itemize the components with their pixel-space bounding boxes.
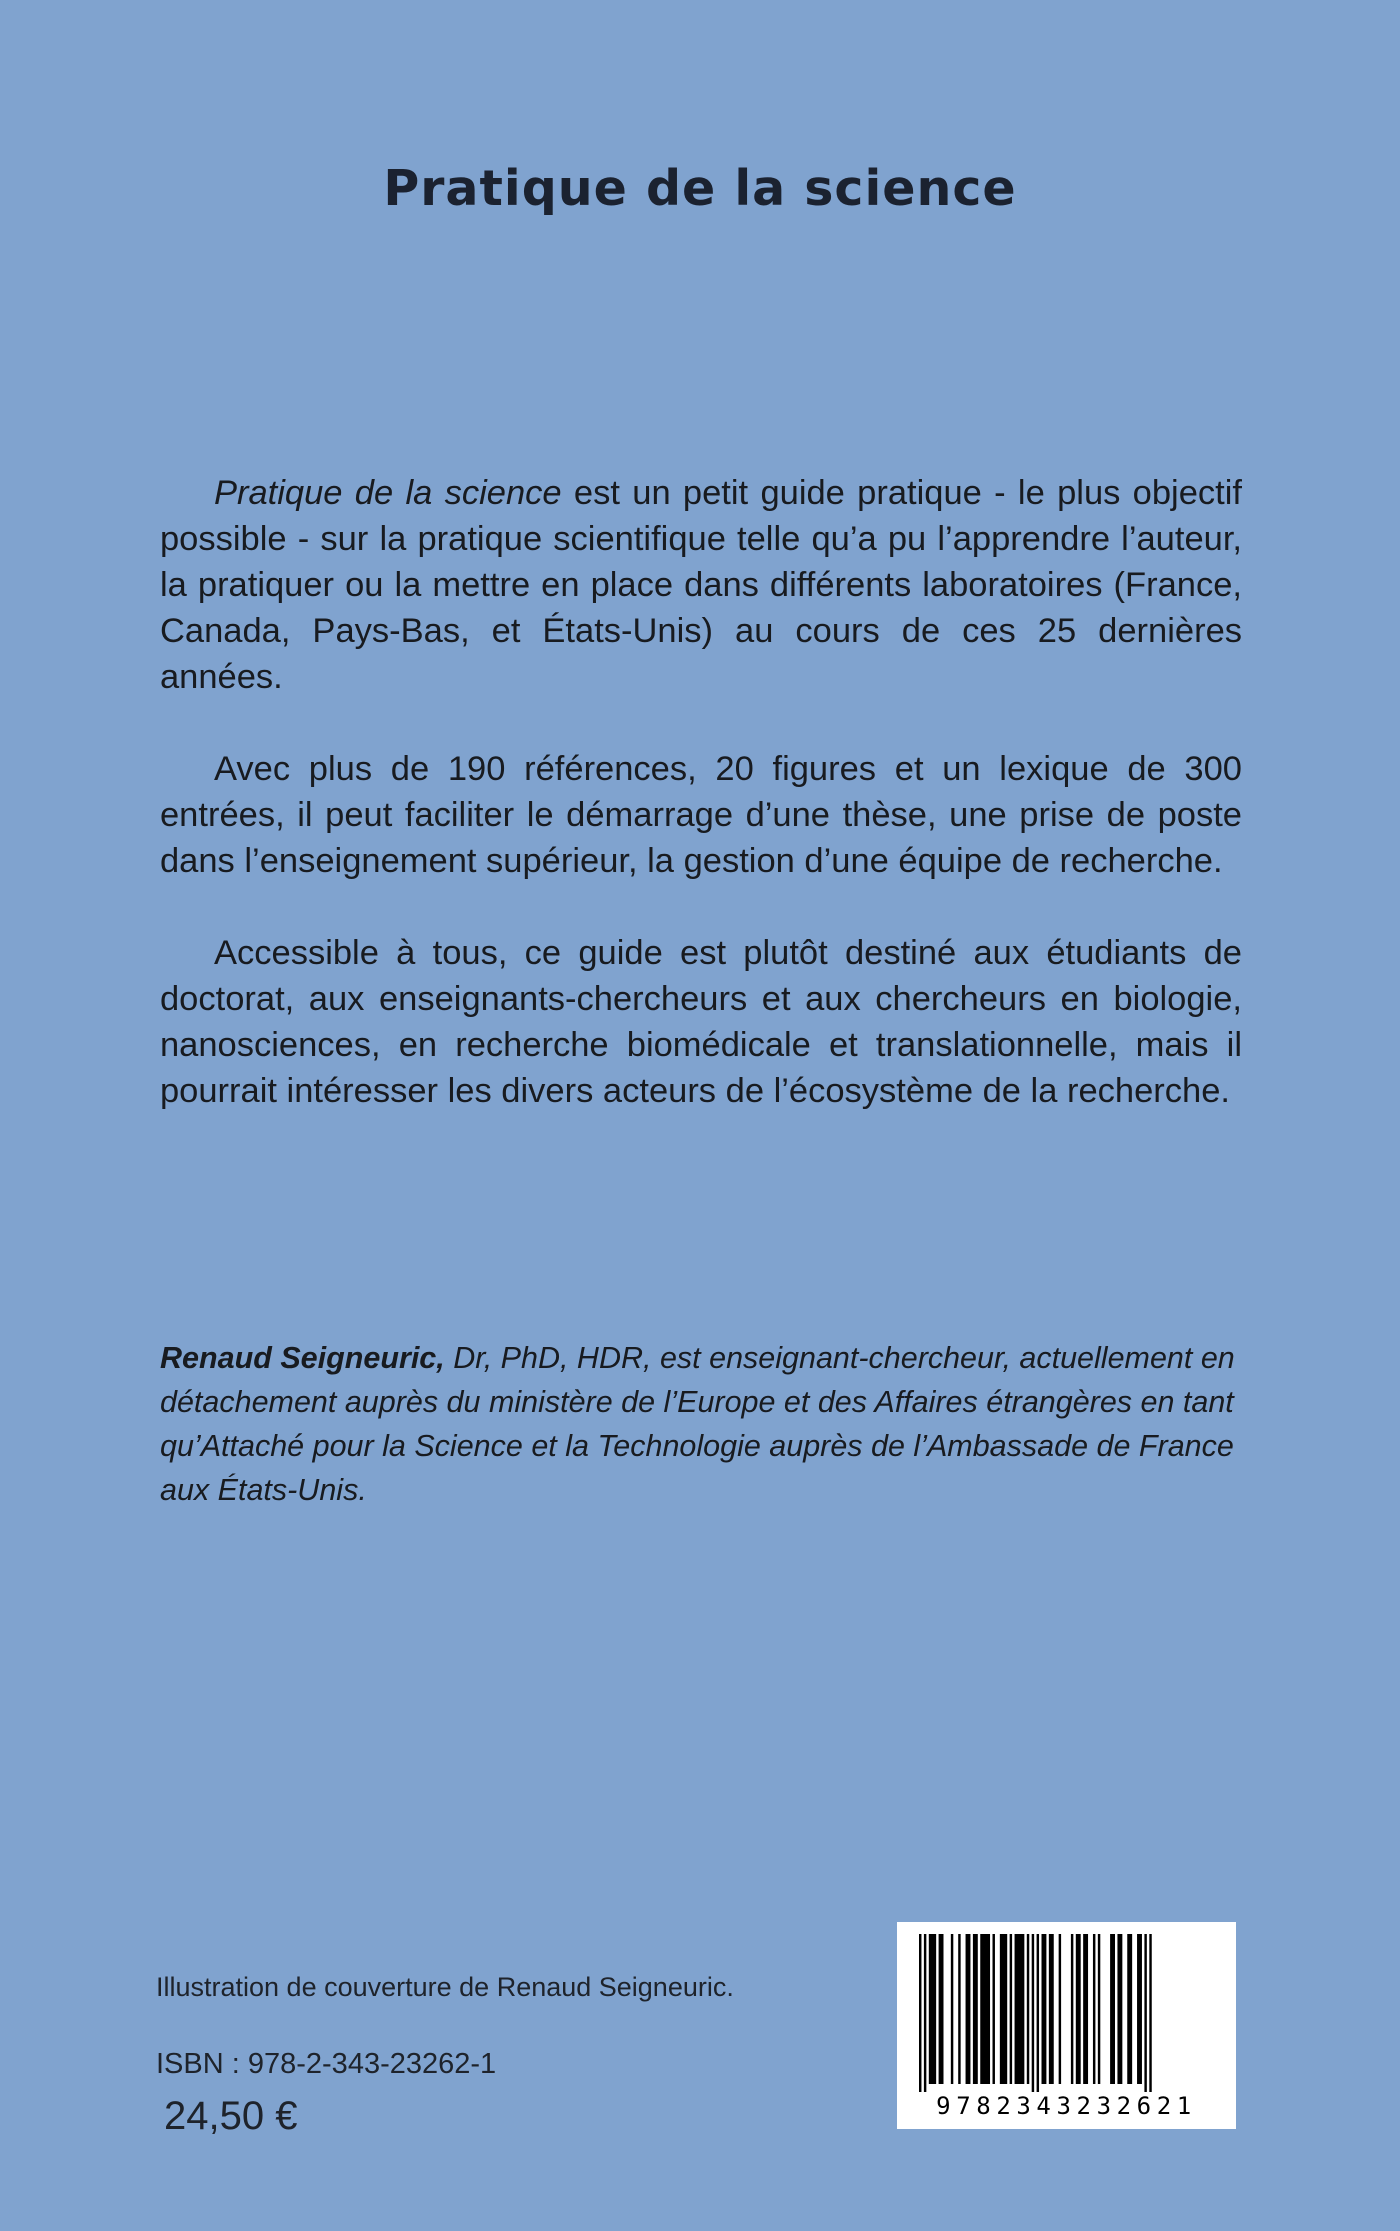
barcode-bar (1098, 1934, 1100, 2084)
barcode-bar (951, 1934, 953, 2084)
back-cover-blurb (160, 470, 1242, 1114)
barcode-bars (897, 1922, 1236, 2092)
barcode (897, 1922, 1236, 2129)
isbn: ISBN : 978-2-343-23262-1 (156, 2048, 497, 2080)
barcode-bar (1071, 1934, 1073, 2084)
barcode-digits: 9782343232621 (936, 2092, 1197, 2120)
author-name: Renaud Seigneuric, (160, 1341, 445, 1375)
barcode-bar (1027, 1934, 1029, 2084)
blurb-paragraph-1 (160, 470, 1242, 700)
book-title: Pratique de la science (383, 160, 1017, 217)
barcode-bar (919, 1934, 921, 2092)
illustration-credit: Illustration de couverture de Renaud Seigneuric. (156, 1972, 734, 2002)
blurb-title-italic: Pratique de la science (214, 474, 562, 512)
barcode-bar (958, 1934, 960, 2084)
barcode-bar (966, 1934, 971, 2084)
blurb-paragraph-2: Avec plus de 190 références, 20 figures et un lexique de 300 entrées, il peut faciliter le démarrage d’une thèse, une prise de poste dans l’enseignement supérieur, la gestion d’une équipe de recherche. (160, 750, 1242, 880)
barcode-bar (1137, 1934, 1142, 2084)
barcode-bar (1015, 1934, 1025, 2084)
barcode-bar (1032, 1934, 1034, 2092)
barcode-bar (1149, 1934, 1151, 2092)
author-bio (160, 1336, 1244, 1512)
barcode-bar (1144, 1934, 1146, 2092)
barcode-bar (1037, 1934, 1039, 2092)
barcode-bar (1010, 1934, 1012, 2084)
barcode-bar (973, 1934, 978, 2084)
barcode-bar (1000, 1934, 1007, 2084)
barcode-bar (924, 1934, 926, 2092)
barcode-bar (993, 1934, 995, 2084)
barcode-bar (1093, 1934, 1095, 2084)
price: 24,50 € (164, 2094, 298, 2138)
barcode-bar (1042, 1934, 1047, 2084)
barcode-bar (929, 1934, 936, 2084)
barcode-bar (1076, 1934, 1081, 2084)
author-bio-text: Dr, PhD, HDR, est enseignant-chercheur, actuellement en détachement auprès du ministère de l’Europe et des Affaires étrangères en tant qu’Attaché pour la Science et la Technologie auprès de l’Ambassade de France aux États-Unis. (160, 1341, 1235, 1507)
barcode-bar (1110, 1934, 1115, 2084)
barcode-bar (939, 1934, 944, 2084)
barcode-bar (1059, 1934, 1061, 2084)
blurb-paragraph-1-text: est un petit guide pratique - le plus objectif possible - sur la pratique scientifique telle qu’a pu l’apprendre l’auteur, la pratiquer ou la mettre en place dans différents laboratoires (France, Canada, Pays-Bas, et États-Unis) au cours de ces 25 dernières années. (160, 474, 1242, 696)
blurb-paragraph-3: Accessible à tous, ce guide est plutôt destiné aux étudiants de doctorat, aux enseignants-chercheurs et aux chercheurs en biologie, nanosciences, en recherche biomédicale et translationnelle, mais il pourrait intéresser les divers acteurs de l’écosystème de la recherche. (160, 934, 1242, 1110)
barcode-bar (1049, 1934, 1054, 2084)
barcode-bar (1127, 1934, 1132, 2084)
barcode-bar (980, 1934, 990, 2084)
barcode-bar (1117, 1934, 1122, 2084)
barcode-bar (1083, 1934, 1088, 2084)
